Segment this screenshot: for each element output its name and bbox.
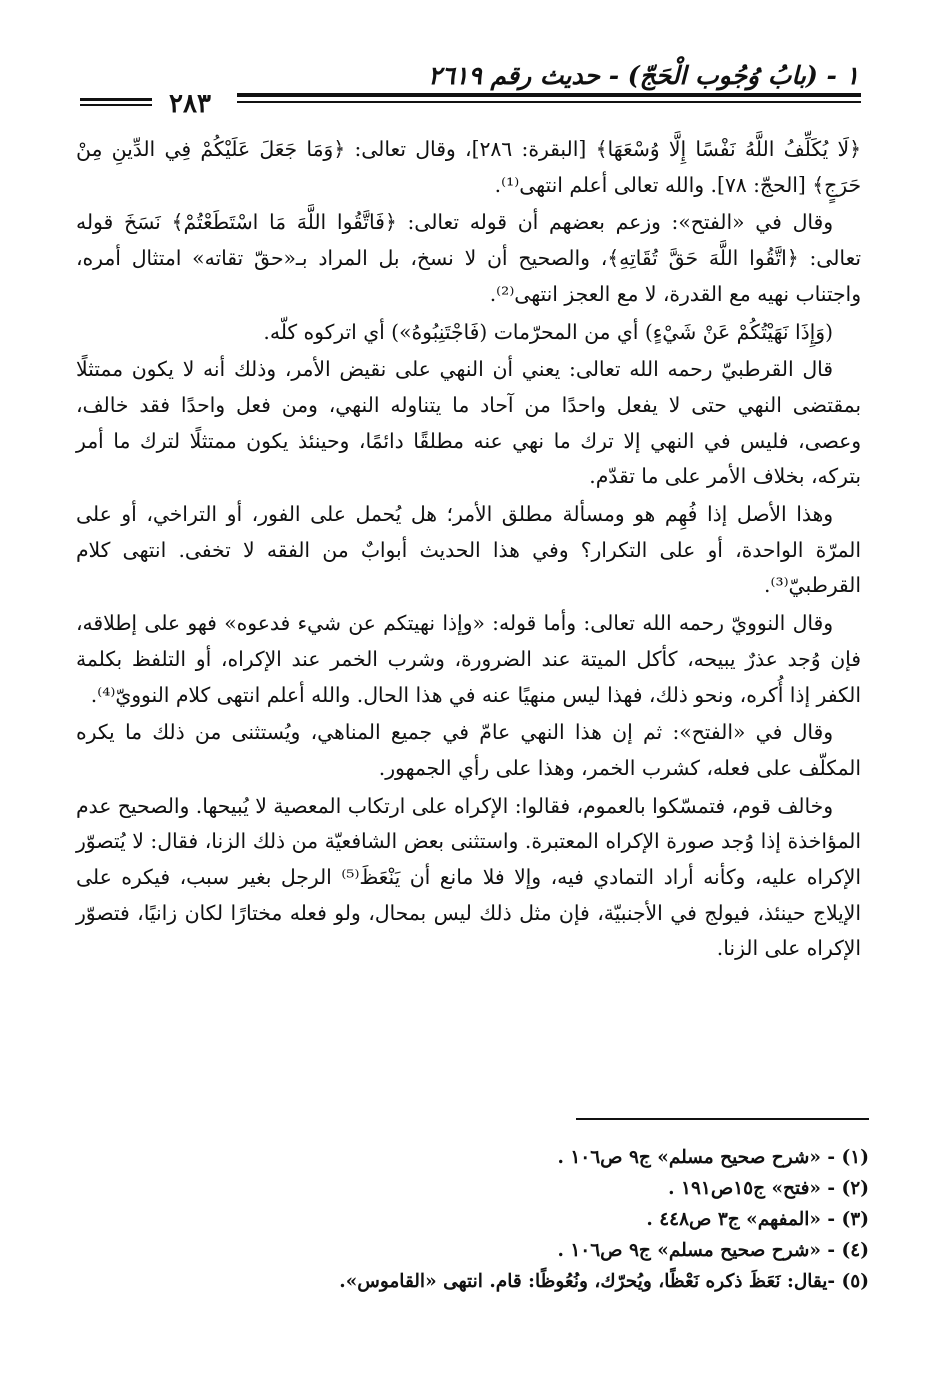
page-number: ٢٨٣ bbox=[169, 89, 211, 119]
paragraph: ﴿لَا يُكَلِّفُ اللَّهُ نَفْسًا إِلَّا وُسْعَهَا﴾ [البقرة: ٢٨٦]، وقال تعالى: ﴿وَمَا جَعَلَ عَلَيْكُمْ فِي الدِّينِ مِنْ حَرَجٍ﴾ [الحجّ: ٧٨]. والله تعالى أعلم انتهى⁽¹⁾. bbox=[76, 137, 861, 197]
header-rule-thick bbox=[237, 93, 861, 97]
footnote: (٥) -يقال: نَعَظَ ذكره نَعْظًا، ويُحرّك، ونُعُوظًا: قام. انتهى «القاموس». bbox=[339, 1271, 869, 1292]
body-text bbox=[76, 132, 861, 969]
paragraph: وهذا الأصل إذا فُهِم هو ومسألة مطلق الأمر؛ هل يُحمل على الفور، أو التراخي، أو على المرّة الواحدة، أو على التكرار؟ وفي هذا الحديث أبوابٌ من الفقه لا تخفى. انتهى كلام القرطبيّ⁽³⁾. bbox=[76, 502, 861, 598]
footnote: (٢) - «فتح» ج١٥ص١٩١ . bbox=[668, 1178, 869, 1199]
footnotes bbox=[89, 1142, 869, 1297]
paragraph: وقال في «الفتح»: ثم إن هذا النهي عامّ في جميع المناهي، ويُستثنى من ذلك ما يكره المكلّف على فعله، كشرب الخمر، وهذا على رأي الجمهور. bbox=[76, 720, 861, 780]
running-header-title: ١ - (بابُ وُجُوب الْحَجّ) - حديث رقم ٢٦١٩ bbox=[428, 61, 859, 90]
paragraph: (وَإِذَا نَهَيْتُكُمْ عَنْ شَيْءٍ) أي من المحرّمات (فَاجْتَنِبُوهُ») أي اتركوه كلّه. bbox=[263, 319, 833, 344]
paragraph: وقال في «الفتح»: وزعم بعضهم أن قوله تعالى: ﴿فَاتَّقُوا اللَّهَ مَا اسْتَطَعْتُمْ﴾ نَسَخَ قوله تعالى: ﴿اتَّقُوا اللَّهَ حَقَّ تُقَاتِهِ﴾، والصحيح أن لا نسخ، بل المراد بـ«حقّ تقاته» امتثال أمره، واجتناب نهيه مع القدرة، لا مع العجز انتهى⁽²⁾. bbox=[76, 210, 861, 306]
footnote: (٤) - «شرح صحيح مسلم» ج٩ ص١٠٦ . bbox=[557, 1240, 869, 1261]
footnote-separator bbox=[576, 1118, 869, 1120]
paragraph: وخالف قوم، فتمسّكوا بالعموم، فقالوا: الإكراه على ارتكاب المعصية لا يُبيحها. والصحيح عدم المؤاخذة إذا وُجد صورة الإكراه المعتبرة. واستثنى بعض الشافعيّة من ذلك الزنا، فقال: لا يُتصوّر الإكراه عليه، وكأنه أراد التمادي فيه، وإلا فلا مانع أن يَنْعَظَ⁽⁵⁾ الرجل بغير سبب، فيكره على الإيلاج حينئذ، فيولج في الأجنبيّة، فإن مثل ذلك ليس بمحال، ولو فعله مختارًا لكان زانيًا، فتصوّر الإكراه على الزنا. bbox=[76, 793, 861, 961]
header-rule-thin bbox=[237, 101, 861, 103]
paragraph: قال القرطبيّ رحمه الله تعالى: يعني أن النهي على نقيض الأمر، وذلك أنه لا يكون ممتثلًا بمقتضى النهي حتى لا يفعل واحدًا من آحاد ما يتناوله النهي، ومن فعل واحدًا فقد خالف، وعصى، فليس في النهي إلا ترك ما نهي عنه مطلقًا دائمًا، وحينئذ يكون ممتثلًا لترك ما أمر بتركه، بخلاف الأمر على ما تقدّم. bbox=[76, 357, 861, 489]
header-rule-left-thin bbox=[80, 104, 152, 106]
header-rule-left-thick bbox=[80, 98, 152, 101]
footnote: (١) - «شرح صحيح مسلم» ج٩ ص١٠٦ . bbox=[557, 1147, 869, 1168]
paragraph: وقال النوويّ رحمه الله تعالى: وأما قوله: «وإذا نهيتكم عن شيء فدعوه» فهو على إطلاقه، فإن وُجد عذرٌ يبيحه، كأكل الميتة عند الضرورة، وشرب الخمر عند الإكراه، أو التلفظ بكلمة الكفر إذا أُكره، ونحو ذلك، فهذا ليس منهيًا عنه في هذا الحال. والله أعلم انتهى كلام النوويّ⁽⁴⁾. bbox=[76, 611, 861, 707]
footnote: (٣) - «المفهم» ج٣ ص٤٤٨ . bbox=[646, 1209, 869, 1230]
